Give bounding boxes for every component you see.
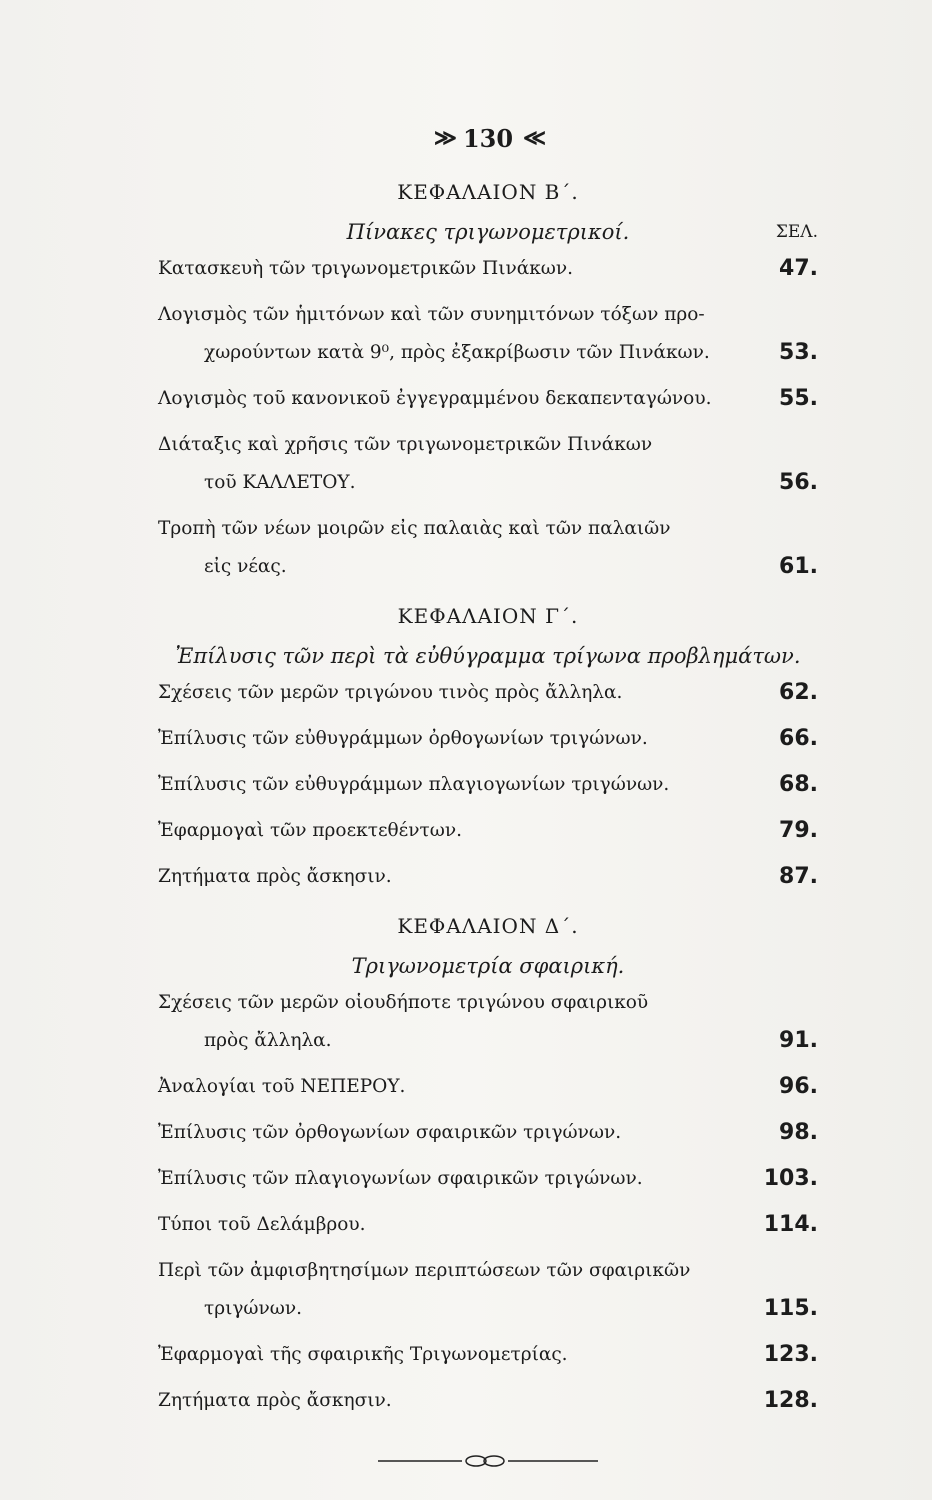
toc-entry-text: Ἐπίλυσις τῶν ὀρθογωνίων σφαιρικῶν τριγώνων. xyxy=(158,1122,622,1143)
toc-entry xyxy=(158,296,818,372)
toc-page-number: 91. xyxy=(779,1028,818,1053)
toc-entry xyxy=(158,674,818,712)
toc-page-number: 96. xyxy=(779,1074,818,1099)
toc-entry-text: Ἐφαρμογαὶ τῆς σφαιρικῆς Τριγωνομετρίας. xyxy=(158,1344,568,1365)
toc-entry-text: Σχέσεις τῶν μερῶν τριγώνου τινὸς πρὸς ἄλληλα. xyxy=(158,682,623,703)
table-of-contents xyxy=(158,118,818,1468)
toc-entry xyxy=(158,1068,818,1106)
toc-entry-text: εἰς νέας. xyxy=(204,556,287,577)
toc-page-number: 103. xyxy=(763,1166,818,1191)
toc-page-number: 98. xyxy=(779,1120,818,1145)
section-title xyxy=(158,954,818,984)
toc-entry xyxy=(158,858,818,896)
toc-page-number: 56. xyxy=(779,470,818,495)
section-title xyxy=(158,644,818,674)
toc-entry xyxy=(158,510,818,586)
chapter-heading: ΚΕΦΑΛΑΙΟΝ Β΄. xyxy=(397,180,579,204)
toc-page-number: 61. xyxy=(779,554,818,579)
toc-entry-text: Περὶ τῶν ἀμφισβητησίμων περιπτώσεων τῶν σφαιρικῶν xyxy=(158,1260,691,1281)
page-header xyxy=(158,118,818,158)
toc-entry xyxy=(158,766,818,804)
toc-page-number: 87. xyxy=(779,864,818,889)
ornament-left-icon: ≫ xyxy=(433,125,453,151)
section-title-text: Τριγωνομετρία σφαιρική. xyxy=(351,954,625,978)
page-number: 130 xyxy=(462,123,514,153)
toc-entry xyxy=(158,380,818,418)
toc-entry-text: Κατασκευὴ τῶν τριγωνομετρικῶν Πινάκων. xyxy=(158,258,574,279)
page-column-label: ΣΕΛ. xyxy=(775,222,818,242)
toc-entry-text: Ἐπίλυσις τῶν πλαγιογωνίων σφαιρικῶν τριγώνων. xyxy=(158,1168,643,1189)
toc-entry-text: χωρούντων κατὰ 9⁰, πρὸς ἐξακρίβωσιν τῶν Πινάκων. xyxy=(204,342,710,363)
toc-entry-text: Σχέσεις τῶν μερῶν οἱουδήποτε τριγώνου σφαιρικοῦ xyxy=(158,992,649,1013)
toc-entry xyxy=(158,1160,818,1198)
toc-entry-text: Τροπὴ τῶν νέων μοιρῶν εἰς παλαιὰς καὶ τῶν παλαιῶν xyxy=(158,518,671,539)
toc-entry-text: Ἐφαρμογαὶ τῶν προεκτεθέντων. xyxy=(158,820,462,841)
toc-entry xyxy=(158,812,818,850)
toc-page-number: 123. xyxy=(763,1342,818,1367)
chapter-heading: ΚΕΦΑΛΑΙΟΝ Δ΄. xyxy=(397,914,579,938)
toc-entry xyxy=(158,984,818,1060)
section-title xyxy=(158,220,818,250)
toc-entry-text: Ζητήματα πρὸς ἄσκησιν. xyxy=(158,866,392,887)
toc-entry xyxy=(158,1382,818,1420)
toc-page-number: 47. xyxy=(779,256,818,281)
toc-entry xyxy=(158,1114,818,1152)
toc-entry-text: Λογισμὸς τῶν ἡμιτόνων καὶ τῶν συνημιτόνων τόξων προ- xyxy=(158,304,705,325)
sections xyxy=(158,180,818,1428)
toc-entry-text: Τύποι τοῦ Δελάμβρου. xyxy=(158,1214,366,1235)
toc-page-number: 128. xyxy=(763,1388,818,1413)
toc-page-number: 55. xyxy=(779,386,818,411)
toc-entry-text: Ζητήματα πρὸς ἄσκησιν. xyxy=(158,1390,392,1411)
toc-entry-text: Λογισμὸς τοῦ κανονικοῦ ἐγγεγραμμένου δεκαπενταγώνου. xyxy=(158,388,712,409)
section-title-text: Πίνακες τριγωνομετρικοί. xyxy=(346,220,630,244)
toc-page-number: 114. xyxy=(763,1212,818,1237)
toc-entry-text: Διάταξις καὶ χρῆσις τῶν τριγωνομετρικῶν Πινάκων xyxy=(158,434,653,455)
toc-page-number: 115. xyxy=(763,1296,818,1321)
toc-page-number: 53. xyxy=(779,340,818,365)
toc-entry xyxy=(158,720,818,758)
toc-entry xyxy=(158,426,818,502)
toc-entry xyxy=(158,250,818,288)
toc-entry-text: τοῦ ΚΑΛΛΕΤΟΥ. xyxy=(204,472,356,493)
toc-page-number: 79. xyxy=(779,818,818,843)
toc-page-number: 66. xyxy=(779,726,818,751)
toc-entry-text: Ἀναλογίαι τοῦ ΝΕΠΕΡΟΥ. xyxy=(158,1076,406,1097)
toc-entry-text: πρὸς ἄλληλα. xyxy=(204,1030,332,1051)
toc-page-number: 68. xyxy=(779,772,818,797)
toc-entry xyxy=(158,1206,818,1244)
section-title-text: Ἐπίλυσις τῶν περὶ τὰ εὐθύγραμμα τρίγωνα προβλημάτων. xyxy=(175,644,801,668)
toc-entry xyxy=(158,1252,818,1328)
toc-entry-text: τριγώνων. xyxy=(204,1298,302,1319)
toc-entry-text: Ἐπίλυσις τῶν εὐθυγράμμων ὀρθογωνίων τριγώνων. xyxy=(158,728,648,749)
toc-entry-text: Ἐπίλυσις τῶν εὐθυγράμμων πλαγιογωνίων τριγώνων. xyxy=(158,774,670,795)
chapter-heading: ΚΕΦΑΛΑΙΟΝ Γ΄. xyxy=(397,604,579,628)
toc-page-number: 62. xyxy=(779,680,818,705)
ornament-right-icon: ≪ xyxy=(523,125,543,151)
toc-entry xyxy=(158,1336,818,1374)
footer-ornament-icon xyxy=(378,1454,598,1468)
